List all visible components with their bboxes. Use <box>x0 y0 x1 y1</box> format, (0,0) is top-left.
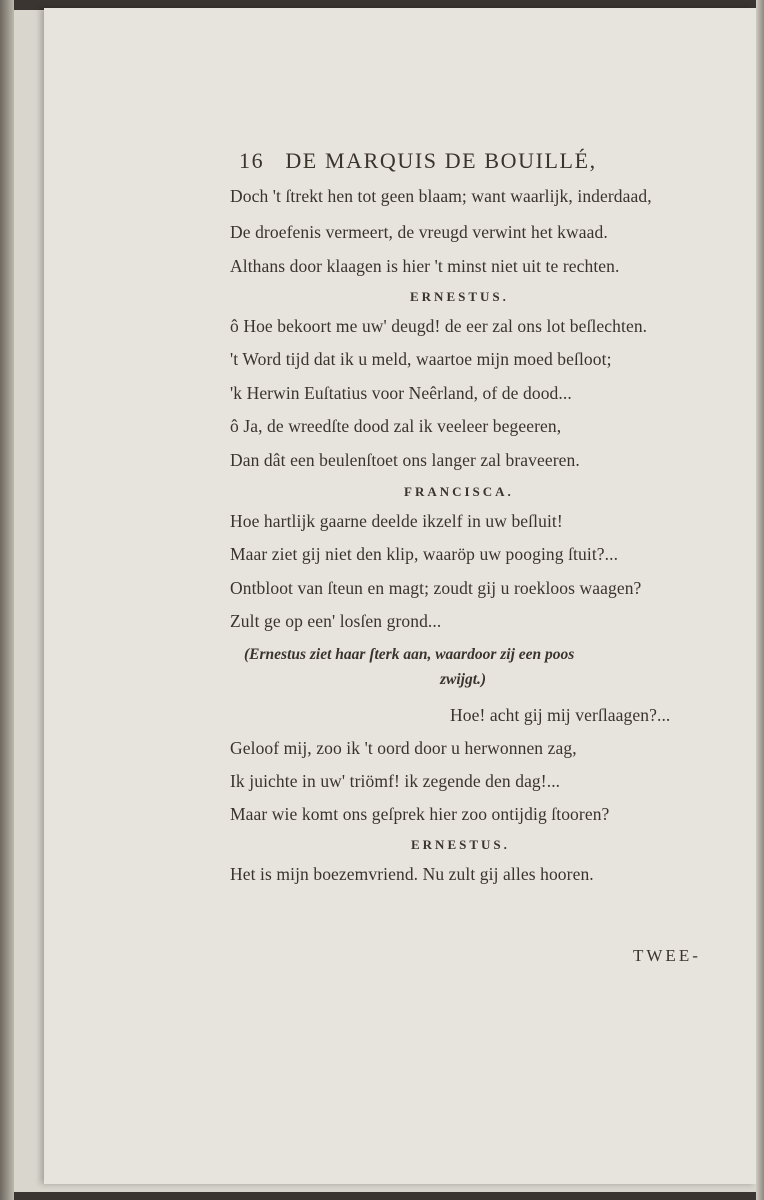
verse-line: Doch 't ſtrekt hen tot geen blaam; want waarlijk, inderdaad, <box>230 186 652 206</box>
verse-line: Maar ziet gij niet den klip, waaröp uw pooging ſtuit?... <box>230 544 619 564</box>
verse-line: ô Hoe bekoort me uw' deugd! de eer zal ons lot beſlechten. <box>230 316 648 336</box>
verse-line: Hoe hartlijk gaarne deelde ikzelf in uw beſluit! <box>230 511 563 531</box>
verse-line: De droefenis vermeert, de vreugd verwint het kwaad. <box>230 222 608 242</box>
verse-line: Dan dât een beulenſtoet ons langer zal braveeren. <box>230 450 580 470</box>
speaker-name: ERNESTUS. <box>410 289 509 304</box>
verse-line: Ik juichte in uw' triömf! ik zegende den dag!... <box>230 771 561 791</box>
page-header <box>239 148 597 174</box>
verse-line: Hoe! acht gij mij verſlaagen?... <box>450 705 671 725</box>
verse-line: Zult ge op een' losſen grond... <box>230 611 442 631</box>
verse-line: Geloof mij, zoo ik 't oord door u herwonnen zag, <box>230 738 577 758</box>
verse-line: 'k Herwin Euſtatius voor Neêrland, of de dood... <box>230 383 572 403</box>
stage-direction: (Ernestus ziet haar ſterk aan, waardoor zij een poos <box>244 646 575 663</box>
verse-line: Althans door klaagen is hier 't minst niet uit te rechten. <box>230 256 620 276</box>
speaker-name: ERNESTUS. <box>411 837 510 852</box>
stage-direction: zwijgt.) <box>440 671 487 688</box>
running-title: DE MARQUIS DE BOUILLÉ, <box>285 148 597 173</box>
verse-line: Maar wie komt ons geſprek hier zoo ontijdig ſtooren? <box>230 804 610 824</box>
verse-line: Het is mijn boezemvriend. Nu zult gij alles hooren. <box>230 864 594 884</box>
speaker-name: FRANCISCA. <box>404 484 514 499</box>
verse-line: 't Word tijd dat ik u meld, waartoe mijn moed beſloot; <box>230 349 612 369</box>
verse-line: Ontbloot van ſteun en magt; zoudt gij u roekloos waagen? <box>230 578 642 598</box>
verse-line: ô Ja, de wreedſte dood zal ik veeleer begeeren, <box>230 416 562 436</box>
page-number: 16 <box>239 148 265 173</box>
catchword: TWEE- <box>633 946 701 965</box>
